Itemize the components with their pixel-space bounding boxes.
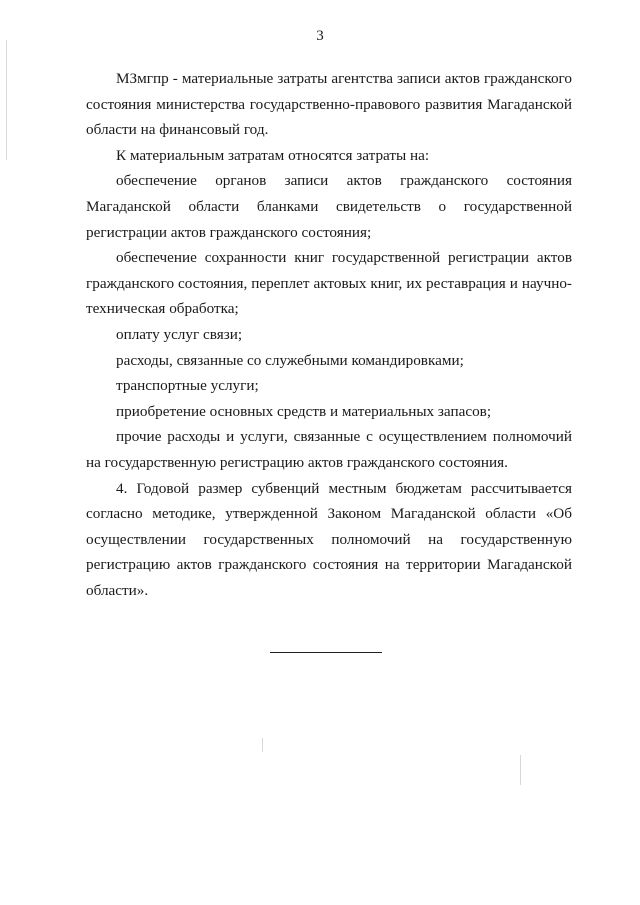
- paragraph-other-expenses: прочие расходы и услуги, связанные с осуществлением полномочий на государственную регистрацию актов гражданского состояния.: [86, 428, 572, 471]
- paragraph-communication-services: оплату услуг связи;: [116, 325, 243, 343]
- scan-artifact-line: [6, 40, 7, 160]
- paragraph-blanks-supply: обеспечение органов записи актов гражданского состояния Магаданской области бланками свидетельств о государственной регистрации актов гражданского состояния;: [86, 172, 572, 241]
- end-separator-line: [270, 652, 382, 653]
- paragraph-fixed-assets: приобретение основных средств и материальных запасов;: [116, 402, 492, 420]
- scan-artifact-line: [262, 738, 263, 752]
- paragraph-transport-services: транспортные услуги;: [116, 377, 259, 395]
- paragraph-expenses-intro: К материальным затратам относятся затраты на:: [116, 146, 430, 164]
- page-number: 3: [316, 28, 324, 44]
- paragraph-books-preservation: обеспечение сохранности книг государственной регистрации актов гражданского состояния, переплет актовых книг, их реставрация и научно-техническая обработка;: [86, 249, 572, 318]
- scan-artifact-line: [520, 755, 521, 785]
- paragraph-subvention-size: 4. Годовой размер субвенций местным бюджетам рассчитывается согласно методике, утвержденной Законом Магаданской области «Об осуществлении государственных полномочий на государственную регистрацию актов гражданского состояния на территории Магаданской области».: [86, 479, 572, 599]
- document-body: [86, 66, 572, 603]
- paragraph-mzmgpr-definition: МЗмгпр - материальные затраты агентства записи актов гражданского состояния министерства государственно-правового развития Магаданской области на финансовый год.: [86, 70, 572, 139]
- paragraph-business-trips: расходы, связанные со служебными командировками;: [116, 351, 464, 369]
